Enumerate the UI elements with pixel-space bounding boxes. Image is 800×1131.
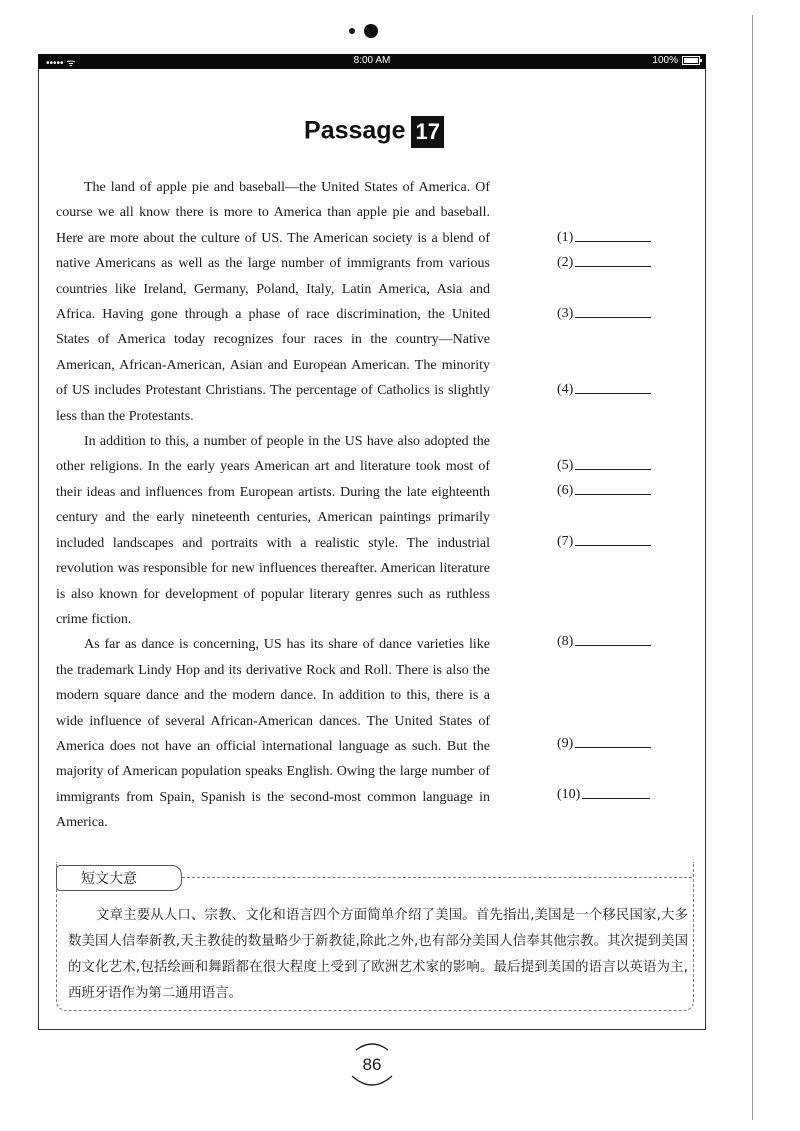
answer-blank-5[interactable] xyxy=(557,458,651,474)
passage-title-text: Passage xyxy=(304,116,406,145)
answer-blank-10[interactable] xyxy=(557,787,650,803)
status-bar xyxy=(38,54,706,69)
blank-label: (2) xyxy=(557,255,574,270)
blank-line xyxy=(575,645,651,646)
scan-edge-line xyxy=(752,15,753,1120)
blank-label: (8) xyxy=(557,634,574,649)
battery-percent: 100% xyxy=(652,55,678,66)
answer-blank-8[interactable] xyxy=(557,634,651,650)
page-number-text: 86 xyxy=(362,1055,382,1074)
passage-number-badge: 17 xyxy=(411,116,443,148)
answer-blank-2[interactable] xyxy=(557,255,651,271)
summary-box-top-border xyxy=(182,877,692,878)
answer-blank-9[interactable] xyxy=(557,736,651,752)
page-frame-right xyxy=(705,69,706,1030)
passage-paragraph: In addition to this, a number of people in the US have also adopted the other religions. In the early years American art and literature took most of their ideas and influences from European artists. During the late eighteenth century and the early nineteenth centuries, American paintings primarily included landscapes and portraits with a realistic style. The industrial revolution was responsible for new influences thereafter. American literature is also known for development of popular literary genres such as ruthless crime fiction. xyxy=(56,434,490,627)
blank-line xyxy=(575,317,651,318)
blank-line xyxy=(575,545,651,546)
blank-line xyxy=(575,469,651,470)
blank-label: (7) xyxy=(557,534,574,549)
answer-blank-6[interactable] xyxy=(557,483,651,499)
answer-blank-1[interactable] xyxy=(557,230,651,246)
summary-paragraph: 文章主要从人口、宗教、文化和语言四个方面简单介绍了美国。首先指出,美国是一个移民国家,大多数美国人信奉新教,天主教徒的数量略少于新教徒,除此之外,也有部分美国人信奉其他宗教。其次提到美国的文化艺术,包括绘画和舞蹈都在很大程度上受到了欧洲艺术家的影响。最后提到美国的语言以英语为主,西班牙语作为第二通用语言。 xyxy=(68,908,688,1001)
blank-line xyxy=(582,798,650,799)
battery-icon xyxy=(682,56,700,65)
blank-label: (1) xyxy=(557,230,574,245)
blank-line xyxy=(575,266,651,267)
device-camera xyxy=(349,20,378,42)
blank-label: (5) xyxy=(557,458,574,473)
passage-paragraph: As far as dance is concerning, US has its share of dance varieties like the trademark Lindy Hop and its derivative Rock and Roll. There is also the modern square dance and the modern dance. In addition to this, there is a wide influence of several African-American dances. The United States of America does not have an official international language as such. But the majority of American population speaks English. Owing the large number of immigrants from Spain, Spanish is the second-most common language in America. xyxy=(56,637,490,831)
page-number xyxy=(344,1040,400,1090)
passage-body xyxy=(56,175,490,836)
blank-line xyxy=(575,494,651,495)
answer-blank-4[interactable] xyxy=(557,382,651,398)
answer-blank-7[interactable] xyxy=(557,534,651,550)
passage-paragraph: The land of apple pie and baseball—the United States of America. Of course we all know there is more to America than apple pie and baseball. Here are more about the culture of US. The American society is a blend of native Americans as well as the large number of immigrants from various countries like Ireland, Germany, Poland, Italy, Latin America, Asia and Africa. Having gone through a phase of race discrimination, the United States of America today recognizes four races in the country—Native American, African-American, Asian and European American. The minority of US includes Protestant Christians. The percentage of Catholics is slightly less than the Protestants. xyxy=(56,180,490,424)
blank-line xyxy=(575,747,651,748)
camera-sensor-icon xyxy=(349,28,355,34)
battery-indicator xyxy=(652,55,700,66)
blank-label: (6) xyxy=(557,483,574,498)
summary-text xyxy=(68,903,688,1007)
status-time: 8:00 AM xyxy=(353,55,391,66)
blank-line xyxy=(575,241,651,242)
signal-indicator: ••••• ᯤ xyxy=(46,58,76,69)
answer-blank-3[interactable] xyxy=(557,306,651,322)
blank-label: (10) xyxy=(557,787,581,802)
blank-label: (3) xyxy=(557,306,574,321)
page-frame-bottom xyxy=(38,1029,706,1030)
page-frame-left xyxy=(38,69,39,1030)
camera-lens-icon xyxy=(364,24,378,38)
passage-title xyxy=(0,116,748,148)
blank-label: (4) xyxy=(557,382,574,397)
summary-tag: 短文大意 xyxy=(56,865,182,891)
blank-line xyxy=(575,393,651,394)
blank-label: (9) xyxy=(557,736,574,751)
